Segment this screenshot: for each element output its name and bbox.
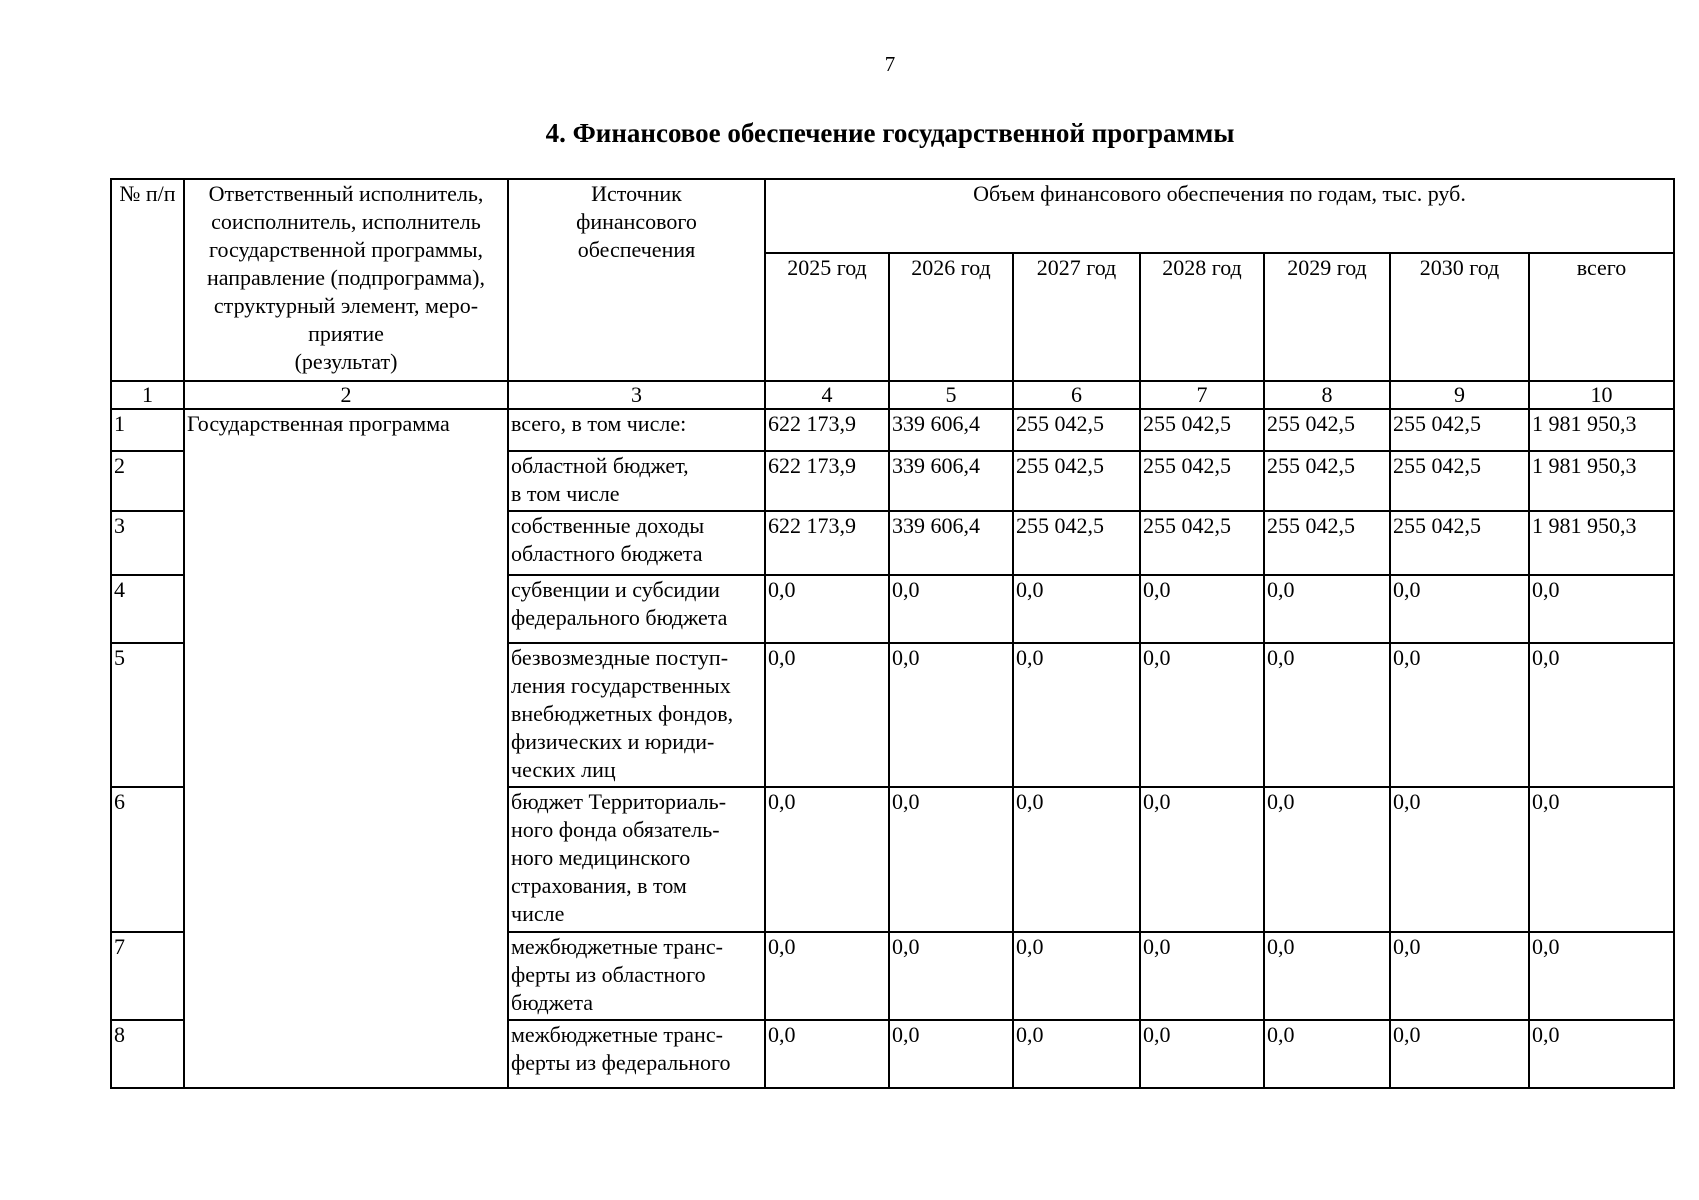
header-executor-line: государственной программы, [209,237,483,262]
program-name: Государственная программа [187,411,450,436]
value-cell: 0,0 [1140,575,1264,643]
header-total: всего [1529,253,1674,381]
header-executor-line: направление (подпрограмма), [207,265,485,290]
column-number: 3 [508,381,765,409]
value-cell: 0,0 [1013,932,1140,1020]
row-number: 4 [111,575,184,643]
header-year: 2026 год [889,253,1013,381]
header-executor-line: (результат) [294,349,398,374]
value-cell: 622 173,9 [765,451,889,511]
source-line: областного бюджета [511,541,703,566]
value-cell: 0,0 [1140,643,1264,787]
source-cell [508,932,765,1020]
value-total: 0,0 [1529,787,1674,932]
value-cell: 255 042,5 [1264,451,1390,511]
source-line: межбюджетные транс- [511,1022,723,1047]
value-cell: 0,0 [1264,643,1390,787]
value-total: 0,0 [1529,932,1674,1020]
value-cell: 339 606,4 [889,451,1013,511]
header-source-line: обеспечения [577,237,696,262]
value-cell: 0,0 [765,1020,889,1088]
value-cell: 0,0 [1390,575,1529,643]
value-cell: 339 606,4 [889,409,1013,451]
value-cell: 0,0 [1013,643,1140,787]
column-number: 8 [1264,381,1390,409]
source-line: ферты из областного [511,962,706,987]
value-cell: 0,0 [889,643,1013,787]
value-cell: 255 042,5 [1390,409,1529,451]
value-total: 1 981 950,3 [1529,409,1674,451]
header-source [508,179,765,381]
source-line: федерального бюджета [511,605,728,630]
value-cell: 255 042,5 [1264,409,1390,451]
value-cell: 0,0 [1390,787,1529,932]
value-cell: 255 042,5 [1140,511,1264,575]
source-line: страхования, в том [511,873,687,898]
value-cell: 255 042,5 [1390,451,1529,511]
value-cell: 255 042,5 [1013,451,1140,511]
row-number: 6 [111,787,184,932]
table-row [111,409,1674,451]
source-line: собственные доходы [511,513,705,538]
row-number: 2 [111,451,184,511]
header-no: № п/п [111,179,184,381]
header-executor-line: Ответственный исполнитель, [208,181,484,206]
source-line: всего, в том числе: [511,411,687,436]
source-line: ческих лиц [511,757,616,782]
value-cell: 0,0 [889,1020,1013,1088]
column-number-row [111,381,1674,409]
header-year: 2028 год [1140,253,1264,381]
value-total: 1 981 950,3 [1529,451,1674,511]
value-cell: 0,0 [889,932,1013,1020]
row-number: 5 [111,643,184,787]
header-executor-line: приятие [308,321,384,346]
source-cell [508,451,765,511]
value-cell: 0,0 [1264,1020,1390,1088]
source-line: в том числе [511,481,620,506]
header-year: 2027 год [1013,253,1140,381]
source-line: ления государственных [511,673,731,698]
value-cell: 0,0 [1264,575,1390,643]
source-line: ного фонда обязатель- [511,817,720,842]
value-cell: 0,0 [1264,932,1390,1020]
column-number: 4 [765,381,889,409]
value-cell: 0,0 [1140,1020,1264,1088]
source-cell [508,1020,765,1088]
row-number: 1 [111,409,184,451]
value-cell: 339 606,4 [889,511,1013,575]
value-total: 0,0 [1529,643,1674,787]
value-cell: 0,0 [1013,575,1140,643]
source-line: внебюджетных фондов, [511,701,734,726]
value-cell: 255 042,5 [1140,409,1264,451]
source-line: областной бюджет, [511,453,689,478]
source-cell [508,511,765,575]
source-line: ферты из федерального [511,1050,731,1075]
value-cell: 0,0 [1140,932,1264,1020]
value-cell: 0,0 [889,575,1013,643]
header-year: 2025 год [765,253,889,381]
header-year: 2029 год [1264,253,1390,381]
header-executor [184,179,508,381]
value-cell: 622 173,9 [765,511,889,575]
column-number: 7 [1140,381,1264,409]
source-line: безвозмездные поступ- [511,645,729,670]
value-cell: 0,0 [1390,643,1529,787]
column-number: 9 [1390,381,1529,409]
value-total: 0,0 [1529,575,1674,643]
value-cell: 0,0 [765,787,889,932]
program-name-cell [184,409,508,1088]
value-total: 0,0 [1529,1020,1674,1088]
row-number: 3 [111,511,184,575]
header-year: 2030 год [1390,253,1529,381]
value-cell: 0,0 [1390,932,1529,1020]
header-source-line: Источник [591,181,682,206]
header-source-line: финансового [576,209,697,234]
source-line: межбюджетные транс- [511,934,723,959]
column-number: 10 [1529,381,1674,409]
header-volume: Объем финансового обеспечения по годам, тыс. руб. [765,179,1674,253]
source-line: бюджет Территориаль- [511,789,727,814]
page-number: 7 [884,52,896,76]
value-cell: 255 042,5 [1013,409,1140,451]
value-cell: 0,0 [765,575,889,643]
value-cell: 0,0 [1013,787,1140,932]
source-cell [508,787,765,932]
source-line: физических и юриди- [511,729,715,754]
source-line: бюджета [511,990,594,1015]
column-number: 2 [184,381,508,409]
value-cell: 622 173,9 [765,409,889,451]
source-cell [508,575,765,643]
value-cell: 255 042,5 [1013,511,1140,575]
value-cell: 255 042,5 [1390,511,1529,575]
source-cell [508,643,765,787]
source-line: субвенции и субсидии [511,577,720,602]
header-executor-line: структурный элемент, меро- [213,293,479,318]
value-total: 1 981 950,3 [1529,511,1674,575]
row-number: 7 [111,932,184,1020]
column-number: 5 [889,381,1013,409]
value-cell: 255 042,5 [1140,451,1264,511]
value-cell: 0,0 [765,643,889,787]
value-cell: 0,0 [1264,787,1390,932]
value-cell: 0,0 [765,932,889,1020]
row-number: 8 [111,1020,184,1088]
header-executor-line: соисполнитель, исполнитель [211,209,481,234]
value-cell: 0,0 [1140,787,1264,932]
section-title: 4. Финансовое обеспечение государственной программы [545,118,1235,148]
source-cell [508,409,765,451]
value-cell: 0,0 [1013,1020,1140,1088]
source-line: ного медицинского [511,845,691,870]
column-number: 1 [111,381,184,409]
source-line: числе [511,901,565,926]
value-cell: 255 042,5 [1264,511,1390,575]
financing-table [110,178,1675,1089]
value-cell: 0,0 [1390,1020,1529,1088]
column-number: 6 [1013,381,1140,409]
value-cell: 0,0 [889,787,1013,932]
